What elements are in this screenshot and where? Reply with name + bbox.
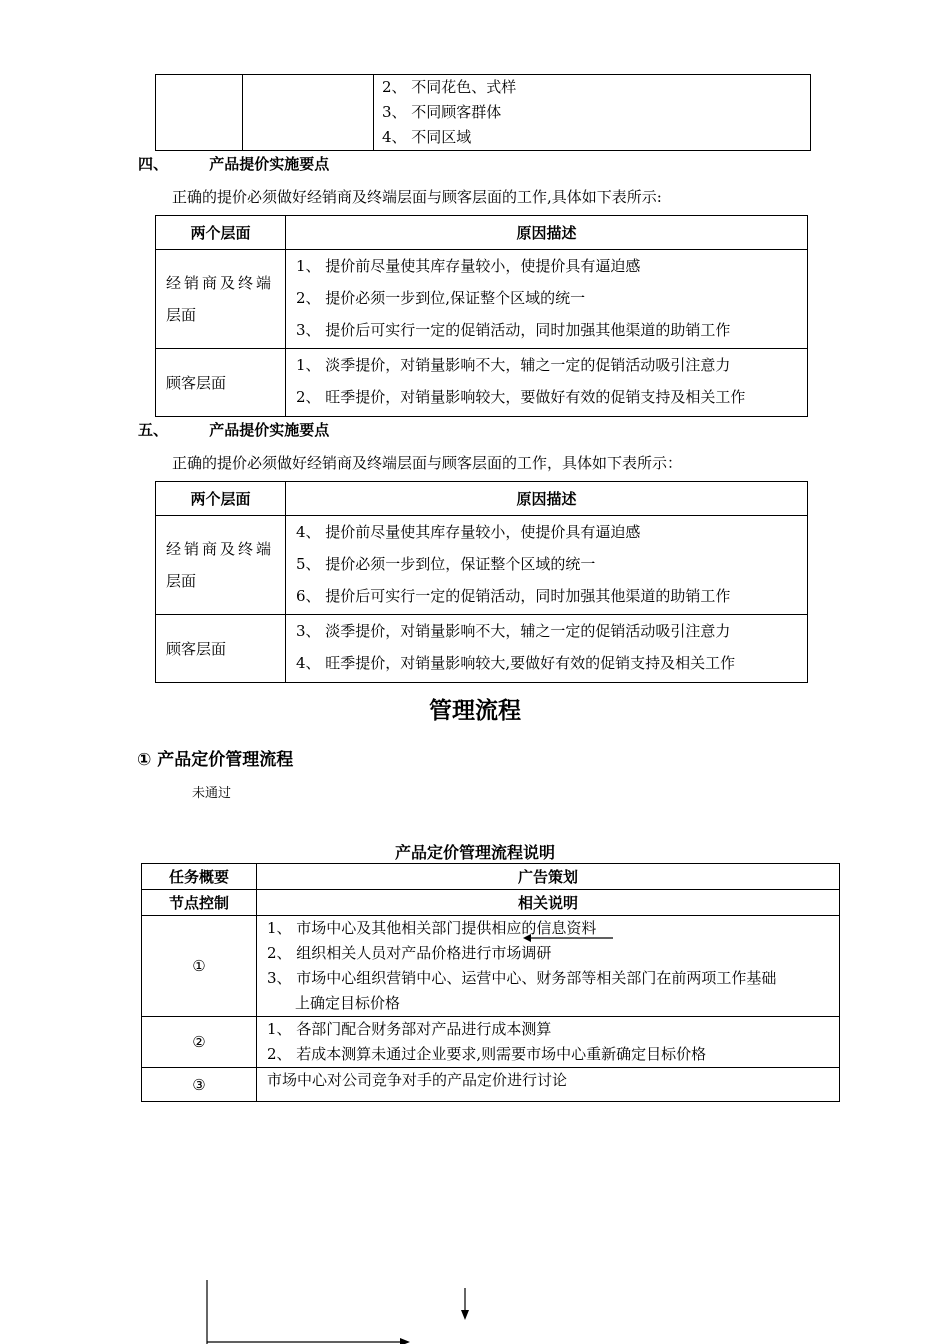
- section5-heading-text: 产品提价实施要点: [209, 421, 330, 439]
- list-item: 3、 淡季提价，对销量影响不大，辅之一定的促销活动吸引注意力: [296, 622, 731, 640]
- list-item: 1、 提价前尽量使其库存量较小，使提价具有逼迫感: [296, 257, 641, 275]
- node-2: ②: [142, 1017, 257, 1068]
- list-item: 2、 提价必须一步到位,保证整个区域的统一: [296, 289, 586, 307]
- list-item: 1、 市场中心及其他相关部门提供相应的信息资料: [267, 919, 597, 937]
- section4-heading: [138, 153, 329, 174]
- list-item: 4、 提价前尽量使其库存量较小，使提价具有逼迫感: [296, 523, 641, 541]
- list-item: 2、 不同花色、式样: [382, 78, 517, 96]
- arrow-down-icon: [461, 1310, 469, 1320]
- related-desc-label: 相关说明: [257, 890, 840, 916]
- section5-heading: [138, 419, 329, 440]
- section4-row2-items: [286, 349, 808, 417]
- top-table-empty-cell-1: [156, 75, 243, 151]
- top-table-empty-cell-2: [243, 75, 374, 151]
- list-item: 2、 若成本测算未通过企业要求,则需要市场中心重新确定目标价格: [267, 1045, 707, 1063]
- task-summary-value: 广告策划: [257, 864, 840, 890]
- list-item: 6、 提价后可实行一定的促销活动，同时加强其他渠道的助销工作: [296, 587, 731, 605]
- section4-heading-text: 产品提价实施要点: [209, 155, 330, 173]
- section5-row1-label-line1: 经销商及终端: [166, 540, 275, 558]
- not-passed-label: 未通过: [192, 786, 232, 801]
- desc-table: [141, 863, 840, 1102]
- section5-header-levels: 两个层面: [156, 482, 286, 516]
- top-table-items-cell: [374, 75, 811, 151]
- desc-table-caption: 产品定价管理流程说明: [394, 843, 555, 862]
- section4-intro: 正确的提价必须做好经销商及终端层面与顾客层面的工作,具体如下表所示:: [172, 188, 662, 206]
- node-1: ①: [142, 916, 257, 1017]
- node-control-label: 节点控制: [142, 890, 257, 916]
- list-item: 4、 旺季提价，对销量影响较大,要做好有效的促销支持及相关工作: [296, 654, 736, 672]
- list-item: 3、 市场中心组织营销中心、运营中心、财务部等相关部门在前两项工作基础: [267, 969, 777, 987]
- section5-intro: 正确的提价必须做好经销商及终端层面与顾客层面的工作，具体如下表所示：: [172, 454, 683, 472]
- section5-row1-items: [286, 516, 808, 615]
- list-item: 1、 淡季提价，对销量影响不大，辅之一定的促销活动吸引注意力: [296, 356, 731, 374]
- node-1-items: [257, 916, 840, 1017]
- flow-title: ① 产品定价管理流程: [137, 750, 294, 770]
- node-3: ③: [142, 1068, 257, 1102]
- section4-row1-items: [286, 250, 808, 349]
- section4-row2-label: 顾客层面: [156, 349, 286, 417]
- section5-header-reasons: 原因描述: [286, 482, 808, 516]
- top-table: [155, 74, 811, 151]
- section4-heading-number: 四、: [138, 155, 169, 173]
- section4-row1-label: [156, 250, 286, 349]
- section5-row2-items: [286, 615, 808, 683]
- section4-row1-label-line2: 层面: [166, 306, 197, 324]
- list-item: 5、 提价必须一步到位，保证整个区域的统一: [296, 555, 596, 573]
- list-item: 3、 提价后可实行一定的促销活动，同时加强其他渠道的助销工作: [296, 321, 731, 339]
- arrow-left-icon: [523, 933, 613, 943]
- arrow-right-icon: [400, 1338, 410, 1344]
- section5-row2-label: 顾客层面: [156, 615, 286, 683]
- section5-table: [155, 481, 808, 683]
- page-title: 管理流程: [429, 698, 521, 724]
- list-item: 3、 不同顾客群体: [382, 103, 502, 121]
- section5-heading-number: 五、: [138, 421, 169, 439]
- section4-table: [155, 215, 808, 417]
- section4-row1-label-line1: 经销商及终端: [166, 274, 275, 292]
- section4-header-levels: 两个层面: [156, 216, 286, 250]
- list-item: 2、 旺季提价，对销量影响较大，要做好有效的促销支持及相关工作: [296, 388, 746, 406]
- flowchart-fragment: [0, 1270, 950, 1344]
- list-item: 上确定目标价格: [295, 994, 401, 1012]
- section5-row1-label: [156, 516, 286, 615]
- node-3-description: 市场中心对公司竞争对手的产品定价进行讨论: [267, 1071, 568, 1089]
- task-summary-label: 任务概要: [142, 864, 257, 890]
- section4-header-reasons: 原因描述: [286, 216, 808, 250]
- section5-row1-label-line2: 层面: [166, 572, 197, 590]
- node-3-text: [257, 1068, 840, 1102]
- list-item: 1、 各部门配合财务部对产品进行成本测算: [267, 1020, 552, 1038]
- list-item: 2、 组织相关人员对产品价格进行市场调研: [267, 944, 552, 962]
- node-2-items: [257, 1017, 840, 1068]
- list-item: 4、 不同区域: [382, 128, 472, 146]
